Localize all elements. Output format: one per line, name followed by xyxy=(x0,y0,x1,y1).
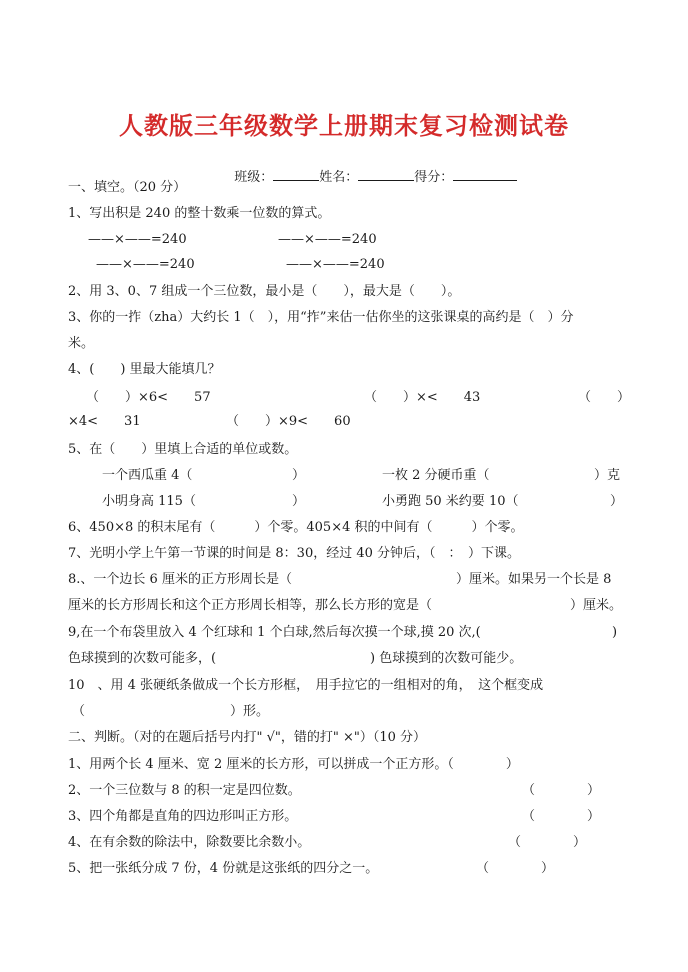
q10-part2: （ xyxy=(72,704,86,719)
q10-part1: 10 、用 4 张硬纸条做成一个长方形框， 用手拉它的一组相对的角， 这个框变成 xyxy=(68,678,544,693)
q2: 2、用 3、0、7 组成一个三位数，最小是（ ），最大是（ ）。 xyxy=(68,284,461,299)
name-blank[interactable] xyxy=(358,168,414,181)
q8-part3: 厘米的长方形周长和这个正方形周长相等，那么长方形的宽是（ xyxy=(68,598,433,613)
q1-text: 1、写出积是 240 的整十数乘一位数的算式。 xyxy=(68,206,331,221)
q5-b-close: ）克 xyxy=(594,468,621,483)
q9-part1: 9,在一个布袋里放入 4 个红球和 1 个白球,然后每次摸一个球,摸 20 次,( xyxy=(68,625,481,640)
judge-paren-4[interactable]: （ ） xyxy=(508,835,587,850)
q5-d: 小勇跑 50 米约要 10（ xyxy=(382,494,519,509)
section1-heading: 一、填空。（20 分） xyxy=(68,180,187,195)
q7: 7、光明小学上午第一节课的时间是 8：30，经过 40 分钟后，（ ： ）下课。 xyxy=(68,546,521,561)
score-label: 得分： xyxy=(414,170,454,185)
q6: 6、450×8 的积末尾有（ ）个零。405×4 积的中间有（ ）个零。 xyxy=(68,520,524,535)
q3-cont: 米。 xyxy=(68,336,95,351)
q1-answer-2: ——×——=240 xyxy=(278,232,377,247)
q9-part3: 色球摸到的次数可能多，( xyxy=(68,651,217,666)
q9-part4: ) 色球摸到的次数可能少。 xyxy=(370,651,523,666)
q5-a-close: ） xyxy=(292,468,306,483)
q8-part4: ）厘米。 xyxy=(570,598,623,613)
q5-b: 一枚 2 分硬币重（ xyxy=(382,468,490,483)
q8-part1: 8.、一个边长 6 厘米的正方形周长是（ xyxy=(68,572,292,587)
q5-text: 5、在（ ）里填上合适的单位或数。 xyxy=(68,442,298,457)
q10-part3: ）形。 xyxy=(230,704,270,719)
q4-text: 4、( ) 里最大能填几？ xyxy=(68,362,221,377)
score-blank[interactable] xyxy=(453,168,517,181)
q9-part2: ) xyxy=(612,625,618,640)
q4-row1-b: （ ）×< 43 xyxy=(364,390,481,405)
q5-c: 小明身高 115（ xyxy=(102,494,196,509)
judge-paren-2[interactable]: （ ） xyxy=(522,783,601,798)
q8-part2: ）厘米。如果另一个长是 8 xyxy=(456,572,612,587)
q4-row1-c: （ ） xyxy=(578,390,631,405)
judge-item-2: 2、一个三位数与 8 的积一定是四位数。 xyxy=(68,783,301,798)
page-title: 人教版三年级数学上册期末复习检测试卷 xyxy=(119,112,569,140)
class-label: 班级： xyxy=(234,170,274,185)
judge-paren-3[interactable]: （ ） xyxy=(522,809,601,824)
q5-d-close: ） xyxy=(610,494,624,509)
judge-item-3: 3、四个角都是直角的四边形叫正方形。 xyxy=(68,809,298,824)
q5-c-close: ） xyxy=(292,494,306,509)
judge-paren-5[interactable]: （ ） xyxy=(476,861,555,876)
q5-a: 一个西瓜重 4（ xyxy=(102,468,193,483)
judge-item-5: 5、把一张纸分成 7 份，4 份就是这张纸的四分之一。 xyxy=(68,861,379,876)
q4-row2-b: （ ）×9< 60 xyxy=(226,414,351,429)
q4-row2-a: ×4< 31 xyxy=(68,414,141,429)
q1-answer-1: ——×——=240 xyxy=(88,232,187,247)
q1-answer-4: ——×——=240 xyxy=(286,257,385,272)
class-blank[interactable] xyxy=(273,168,319,181)
q3: 3、你的一拃（zha）大约长 1（ ），用“拃”来估一估你坐的这张课桌的高约是（ ）分 xyxy=(68,310,574,325)
q4-row1-a: （ ）×6< 57 xyxy=(86,390,211,405)
header-fields xyxy=(226,152,517,186)
judge-item-4: 4、在有余数的除法中，除数要比余数小。 xyxy=(68,835,311,850)
name-label: 姓名： xyxy=(319,170,359,185)
section2-heading: 二、判断。（对的在题后括号内打" √"，错的打" ×"）（10 分） xyxy=(68,730,427,745)
judge-item-1: 1、用两个长 4 厘米、宽 2 厘米的长方形，可以拼成一个正方形。（ ） xyxy=(68,757,519,772)
q1-answer-3: ——×——=240 xyxy=(96,257,195,272)
